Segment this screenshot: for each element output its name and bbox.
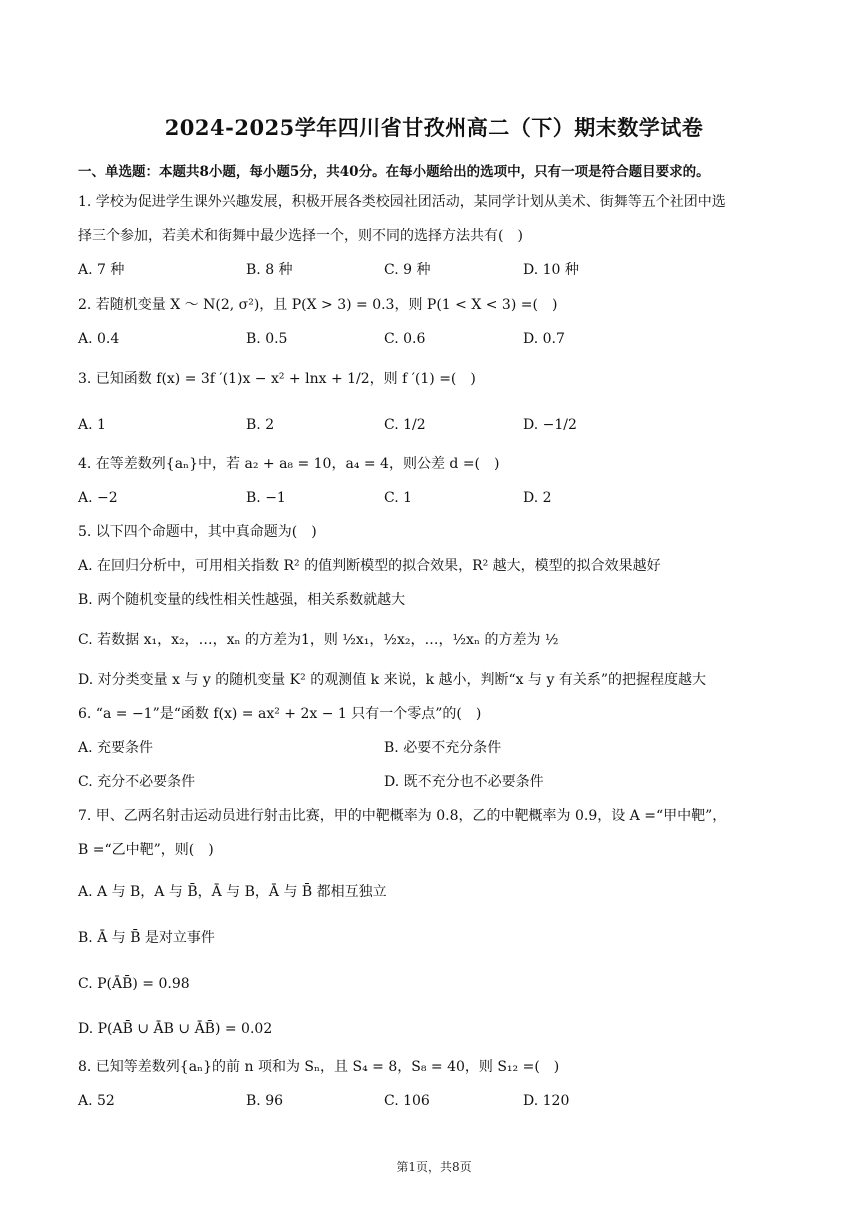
question-5-line-1: 5. 以下四个命题中，其中真命题为( )	[78, 524, 317, 540]
q7-option-c: C. P(ĀB̄) = 0.98	[78, 976, 190, 992]
q5-option-c: C. 若数据 x₁，x₂，…，xₙ 的方差为1，则 ½x₁，½x₂，…，½xₙ 的方差为 ½	[78, 632, 559, 648]
page-title: 2024-2025学年四川省甘孜州高二（下）期末数学试卷	[164, 115, 704, 140]
question-7-line-2: B =“乙中靶”，则( )	[78, 842, 214, 858]
q4-option-b: B. −1	[246, 490, 286, 506]
q6-option-a: A. 充要条件	[78, 740, 154, 756]
q3-option-a: A. 1	[78, 417, 106, 433]
q7-option-d: D. P(AB̄ ∪ ĀB ∪ ĀB̄) = 0.02	[78, 1021, 273, 1037]
question-4-line-1: 4. 在等差数列{aₙ}中，若 a₂ + a₈ = 10，a₄ = 4，则公差 d =( )	[78, 456, 500, 472]
q1-option-c: C. 9 种	[384, 262, 431, 278]
section-heading: 一、单选题：本题共8小题，每小题5分，共40分。在每小题给出的选项中，只有一项是符合题目要求的。	[78, 164, 710, 180]
q1-option-a: A. 7 种	[78, 262, 125, 278]
q8-option-a: A. 52	[78, 1093, 115, 1109]
q6-option-c: C. 充分不必要条件	[78, 774, 196, 790]
q4-option-d: D. 2	[523, 490, 552, 506]
q4-option-a: A. −2	[78, 490, 118, 506]
q3-option-d: D. −1/2	[523, 417, 577, 433]
q2-option-c: C. 0.6	[384, 331, 426, 347]
q6-option-b: B. 必要不充分条件	[384, 740, 502, 756]
q8-option-d: D. 120	[523, 1093, 570, 1109]
page-footer: 第1页，共8页	[396, 1160, 472, 1174]
question-7-line-1: 7. 甲、乙两名射击运动员进行射击比赛，甲的中靶概率为 0.8，乙的中靶概率为 0.9，设 A =“甲中靶”，	[78, 808, 727, 824]
q1-option-b: B. 8 种	[246, 262, 293, 278]
q3-option-b: B. 2	[246, 417, 275, 433]
q3-option-c: C. 1/2	[384, 417, 426, 433]
question-8-line-1: 8. 已知等差数列{aₙ}的前 n 项和为 Sₙ，且 S₄ = 8，S₈ = 40，则 S₁₂ =( )	[78, 1059, 560, 1075]
question-1-line-1: 1. 学校为促进学生课外兴趣发展，积极开展各类校园社团活动，某同学计划从美术、街舞等五个社团中选	[78, 194, 726, 210]
question-6-line-1: 6. “a = −1”是“函数 f(x) = ax² + 2x − 1 只有一个零点”的( )	[78, 706, 482, 722]
q1-option-d: D. 10 种	[523, 262, 579, 278]
question-2-line-1: 2. 若随机变量 X ～ N(2, σ²)，且 P(X > 3) = 0.3，则 P(1 < X < 3) =( )	[78, 297, 558, 313]
q7-option-a: A. A 与 B，A 与 B̄，Ā 与 B，Ā 与 B̄ 都相互独立	[78, 884, 387, 900]
question-1-line-2: 择三个参加，若美术和街舞中最少选择一个，则不同的选择方法共有( )	[78, 228, 523, 244]
q8-option-b: B. 96	[246, 1093, 284, 1109]
q5-option-d: D. 对分类变量 x 与 y 的随机变量 K² 的观测值 k 来说，k 越小，判断“x 与 y 有关系”的把握程度越大	[78, 672, 706, 688]
q5-option-b: B. 两个随机变量的线性相关性越强，相关系数就越大	[78, 592, 406, 608]
q2-option-d: D. 0.7	[523, 331, 565, 347]
q2-option-b: B. 0.5	[246, 331, 288, 347]
q4-option-c: C. 1	[384, 490, 413, 506]
question-3-line-1: 3. 已知函数 f(x) = 3f ′(1)x − x² + lnx + 1/2，则 f ′(1) =( )	[78, 371, 476, 387]
q2-option-a: A. 0.4	[78, 331, 120, 347]
q8-option-c: C. 106	[384, 1093, 430, 1109]
q6-option-d: D. 既不充分也不必要条件	[384, 774, 544, 790]
q5-option-a: A. 在回归分析中，可用相关指数 R² 的值判断模型的拟合效果，R² 越大，模型的拟合效果越好	[78, 558, 661, 574]
q7-option-b: B. Ā 与 B̄ 是对立事件	[78, 930, 215, 946]
